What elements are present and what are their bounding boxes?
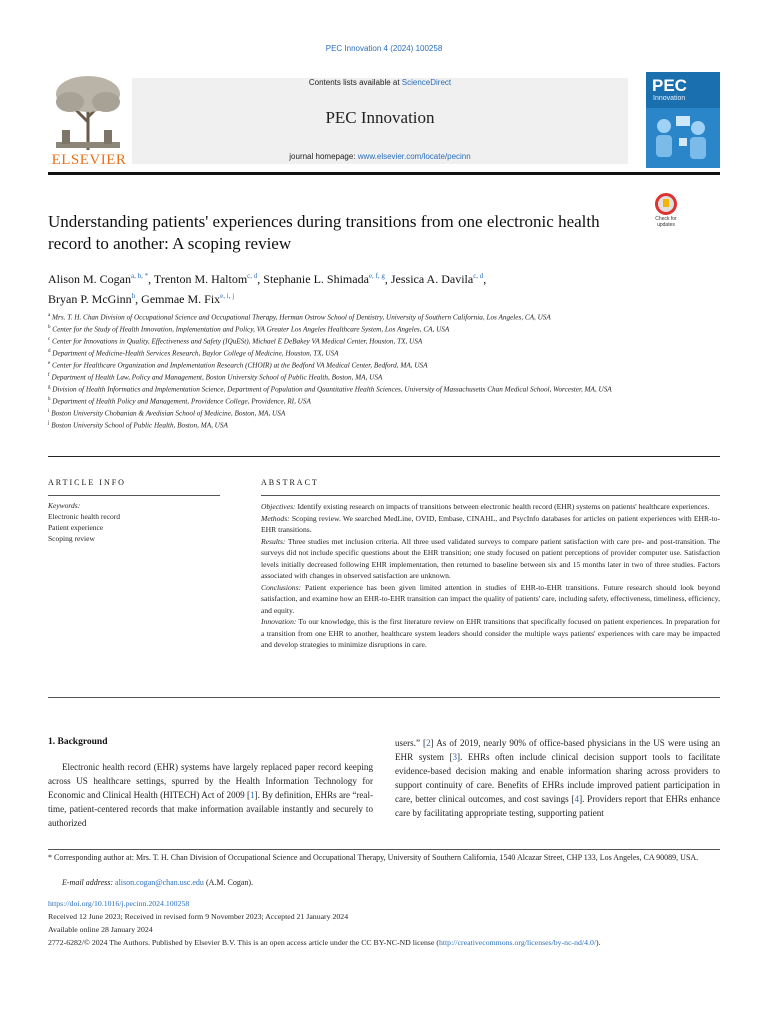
keywords-block: [48, 500, 120, 544]
email-label: E-mail address:: [62, 878, 114, 887]
author-separator: ,: [135, 292, 142, 306]
citation-link[interactable]: 3: [452, 751, 458, 762]
affiliation-key: g: [48, 384, 51, 390]
body-text: Electronic health record (EHR) systems have largely replaced paper record keeping across US healthcare settings, spurred by the Health Information Technology for Economic and Clinical Health (HITECH) Act of 2009 [: [48, 762, 373, 800]
journal-reference[interactable]: PEC Innovation 4 (2024) 100258: [325, 44, 443, 53]
footnote-rule: [48, 849, 720, 850]
affiliation-item: [48, 407, 628, 419]
homepage-link[interactable]: www.elsevier.com/locate/pecinn: [357, 152, 471, 161]
journal-cover[interactable]: [646, 72, 720, 168]
author-affiliation-marker[interactable]: c, d: [473, 272, 484, 280]
license-statement: [48, 937, 720, 949]
section-heading-background: 1. Background: [48, 737, 108, 747]
affiliation-item: [48, 383, 628, 395]
license-link[interactable]: http://creativecommons.org/licenses/by-nc-nd/4.0/: [438, 938, 597, 947]
author-name[interactable]: Trenton M. Haltom: [153, 272, 248, 286]
elsevier-wordmark: ELSEVIER: [51, 152, 127, 168]
check-for-updates-button[interactable]: [646, 193, 686, 233]
abstract-conclusions: [261, 582, 720, 617]
journal-masthead: [48, 72, 720, 174]
affiliation-key: d: [48, 348, 51, 354]
abstract-objectives: [261, 501, 720, 513]
affiliation-text: Department of Health Law, Policy and Management, Boston University School of Public Health, Boston, MA, USA: [49, 373, 383, 382]
affiliation-text: Center for Innovations in Quality, Effectiveness and Safety (IQuESt), Michael E DeBakey VA Medical Center, Houston, TX, USA: [50, 337, 423, 346]
conclusions-text: Patient experience has been given limited attention in studies of EHR-to-EHR transitions. Future research should look beyond satisfaction, and examine how an EHR-to-EHR transition can impact the quality of patients' care, including safety, effectiveness, timeliness, efficiency, and equity.: [261, 582, 720, 615]
affiliation-key: j: [48, 420, 50, 426]
corresponding-author-note: * Corresponding author at: Mrs. T. H. Chan Division of Occupational Science and Occupational Therapy, University of Southern California, 1540 Alcazar Street, CHP 133, Los Angeles, CA 90089, USA.: [48, 853, 699, 862]
abstract-bottom-rule: [48, 697, 720, 698]
affiliation-text: Boston University School of Public Health, Boston, MA, USA: [49, 421, 228, 430]
check-updates-icon: [655, 193, 677, 215]
body-column-left: [48, 761, 373, 831]
author-separator: ,: [384, 272, 391, 286]
body-column-right: [395, 737, 720, 820]
body-text: ]. Providers report that EHRs enhance care by facilitating appropriate testing, supporting patient: [395, 793, 720, 818]
abstract-results: [261, 536, 720, 582]
affiliation-key: h: [48, 396, 51, 402]
body-text: ]. EHRs often include clinical decision support tools to facilitate evidence-based decision making and enable information sharing across providers to support continuity of care. Benefits of EHRs include improved patient participation in care, better clinical outcomes, and cost savings [: [395, 751, 720, 804]
email-link[interactable]: alison.cogan@chan.usc.edu: [115, 878, 204, 887]
sciencedirect-link[interactable]: ScienceDirect: [401, 78, 452, 87]
contents-prefix: Contents lists available at: [308, 78, 402, 87]
affiliation-item: [48, 323, 628, 335]
article-info-heading: ARTICLE INFO: [48, 478, 126, 487]
author-name[interactable]: Stephanie L. Shimada: [263, 272, 369, 286]
innovation-label: Innovation:: [261, 617, 297, 626]
available-online: Available online 28 January 2024: [48, 925, 153, 934]
cover-subtitle: Innovation: [653, 95, 686, 102]
section-rule: [48, 456, 720, 457]
citation-link[interactable]: 1: [250, 789, 255, 800]
keyword-item: Scoping review: [48, 534, 95, 543]
author-affiliation-marker[interactable]: a, b, *: [131, 272, 149, 280]
author-name[interactable]: Alison M. Cogan: [48, 272, 132, 286]
check-updates-label: Check for updates: [655, 216, 677, 228]
affiliation-item: [48, 395, 628, 407]
license-end: ).: [596, 938, 601, 947]
citation-link[interactable]: 4: [574, 793, 580, 804]
author-affiliation-marker[interactable]: c, d: [247, 272, 258, 280]
article-info-rule: [48, 495, 220, 496]
keywords-label: Keywords:: [48, 501, 81, 510]
affiliation-key: e: [48, 360, 51, 366]
body-text: ] As of 2019, nearly 90% of office-based physicians in the US were using an EHR system [: [395, 738, 720, 762]
email-line: [62, 878, 253, 887]
author-list: [48, 268, 648, 308]
results-text: Three studies met inclusion criteria. All three used validated surveys to compare patient satisfaction with care pre- and post-transition. The surveys did not include specific questions about the EHR transition; one study focused on patient perceptions of provider computer use. Satisfaction levels initially decreased following EHR implementation, then returned to baseline between six and 15 months later in two of three studies. Factors associated with changes in observed satisfaction are unknown.: [261, 536, 720, 580]
objectives-label: Objectives:: [261, 502, 296, 511]
innovation-text: To our knowledge, this is the first literature review on EHR transitions that specifically focused on patient experiences. In preparation for a transition from one EHR to another, healthcare system leaders should consider the multiple ways patients' experiences with care may be impacted and develop strategies to minimize disruptions in care.: [261, 617, 720, 649]
affiliation-item: [48, 419, 628, 431]
body-text: users.” [: [395, 738, 427, 748]
keyword-item: Electronic health record: [48, 512, 121, 521]
affiliation-text: Department of Health Policy and Management, Providence College, Providence, RI, USA: [50, 397, 311, 406]
author-affiliation-marker[interactable]: e, f, g: [368, 272, 385, 280]
affiliation-list: [48, 311, 628, 431]
paper-title: Understanding patients' experiences during transitions from one electronic health record to another: A scoping review: [48, 212, 600, 253]
body-paragraph: [395, 737, 720, 820]
affiliation-text: Division of Health Informatics and Implementation Science, Department of Population and Quantitative Health Sciences, University of Massachusetts Chan Medical School, Worcester, MA, USA: [50, 385, 612, 394]
journal-band: [132, 78, 628, 164]
author-name[interactable]: Gemmae M. Fix: [141, 292, 221, 306]
journal-title: PEC Innovation: [325, 108, 435, 127]
author-separator: ,: [148, 272, 154, 286]
affiliation-item: [48, 311, 628, 323]
affiliation-key: b: [48, 324, 51, 330]
affiliation-item: [48, 335, 628, 347]
affiliation-text: Center for Healthcare Organization and Implementation Research (CHOIR) at the Bedford VA Medical Center, Bedford, MA, USA: [50, 361, 428, 370]
author-affiliation-marker[interactable]: e, i, j: [220, 292, 235, 300]
abstract-methods: [261, 513, 720, 536]
homepage-line: [132, 152, 628, 161]
abstract-innovation: [261, 616, 720, 651]
contents-line: [132, 78, 628, 87]
doi-link[interactable]: https://doi.org/10.1016/j.pecinn.2024.100258: [48, 899, 190, 908]
cover-title: PEC: [652, 76, 687, 95]
header-rule: [48, 172, 720, 175]
body-text: ]. By definition, EHRs are “real-time, patient-centered records that make information available instantly and securely to authorized: [48, 789, 374, 828]
received-dates: Received 12 June 2023; Received in revised form 9 November 2023; Accepted 21 January 2024: [48, 912, 349, 921]
affiliation-text: Mrs. T. H. Chan Division of Occupational Science and Occupational Therapy, Herman Ostrow School of Dentistry, University of Southern California, Los Angeles, CA, USA: [50, 313, 551, 322]
affiliation-key: f: [48, 372, 50, 378]
affiliation-text: Center for the Study of Health Innovation, Implementation and Policy, VA Greater Los Angeles Healthcare System, Los Angeles, CA, USA: [50, 325, 450, 334]
conclusions-label: Conclusions:: [261, 582, 302, 592]
affiliation-key: a: [48, 313, 51, 318]
affiliation-text: Boston University Chobanian & Avedisian School of Medicine, Boston, MA, USA: [49, 409, 286, 418]
author-name[interactable]: Bryan P. McGinn: [48, 292, 132, 306]
citation-link[interactable]: 2: [426, 738, 431, 748]
author-separator: ,: [257, 272, 264, 286]
author-name[interactable]: Jessica A. Davila: [390, 272, 474, 286]
results-label: Results:: [261, 536, 286, 546]
body-paragraph: [48, 761, 373, 831]
abstract-body: [261, 501, 720, 651]
abstract-heading: ABSTRACT: [261, 478, 319, 487]
affiliation-key: c: [48, 336, 51, 342]
objectives-text: Identify existing research on impacts of transitions between electronic health record (EHR) systems on patients' healthcare experiences.: [295, 502, 710, 511]
affiliation-item: [48, 371, 628, 383]
affiliation-text: Department of Medicine-Health Services Research, Baylor College of Medicine, Houston, TX, USA: [50, 349, 339, 358]
author-affiliation-marker[interactable]: h: [131, 292, 136, 300]
keyword-item: Patient experience: [48, 523, 104, 532]
affiliation-item: [48, 359, 628, 371]
email-suffix: (A.M. Cogan).: [203, 878, 254, 887]
abstract-rule: [261, 495, 720, 496]
methods-text: Scoping review. We searched MedLine, OVID, Embase, CINAHL, and PsycInfo databases for articles on patient experiences with EHR-to-EHR transitions.: [261, 513, 720, 534]
affiliation-item: [48, 347, 628, 359]
affiliation-key: i: [48, 408, 50, 414]
cover-illustration-icon: [646, 108, 720, 168]
methods-label: Methods:: [261, 513, 290, 523]
homepage-prefix: journal homepage:: [289, 152, 358, 161]
elsevier-logo: [48, 72, 128, 168]
author-separator: ,: [483, 272, 487, 286]
license-text: 2772-6282/© 2024 The Authors. Published by Elsevier B.V. This is an open access article under the CC BY-NC-ND license (: [48, 938, 439, 947]
